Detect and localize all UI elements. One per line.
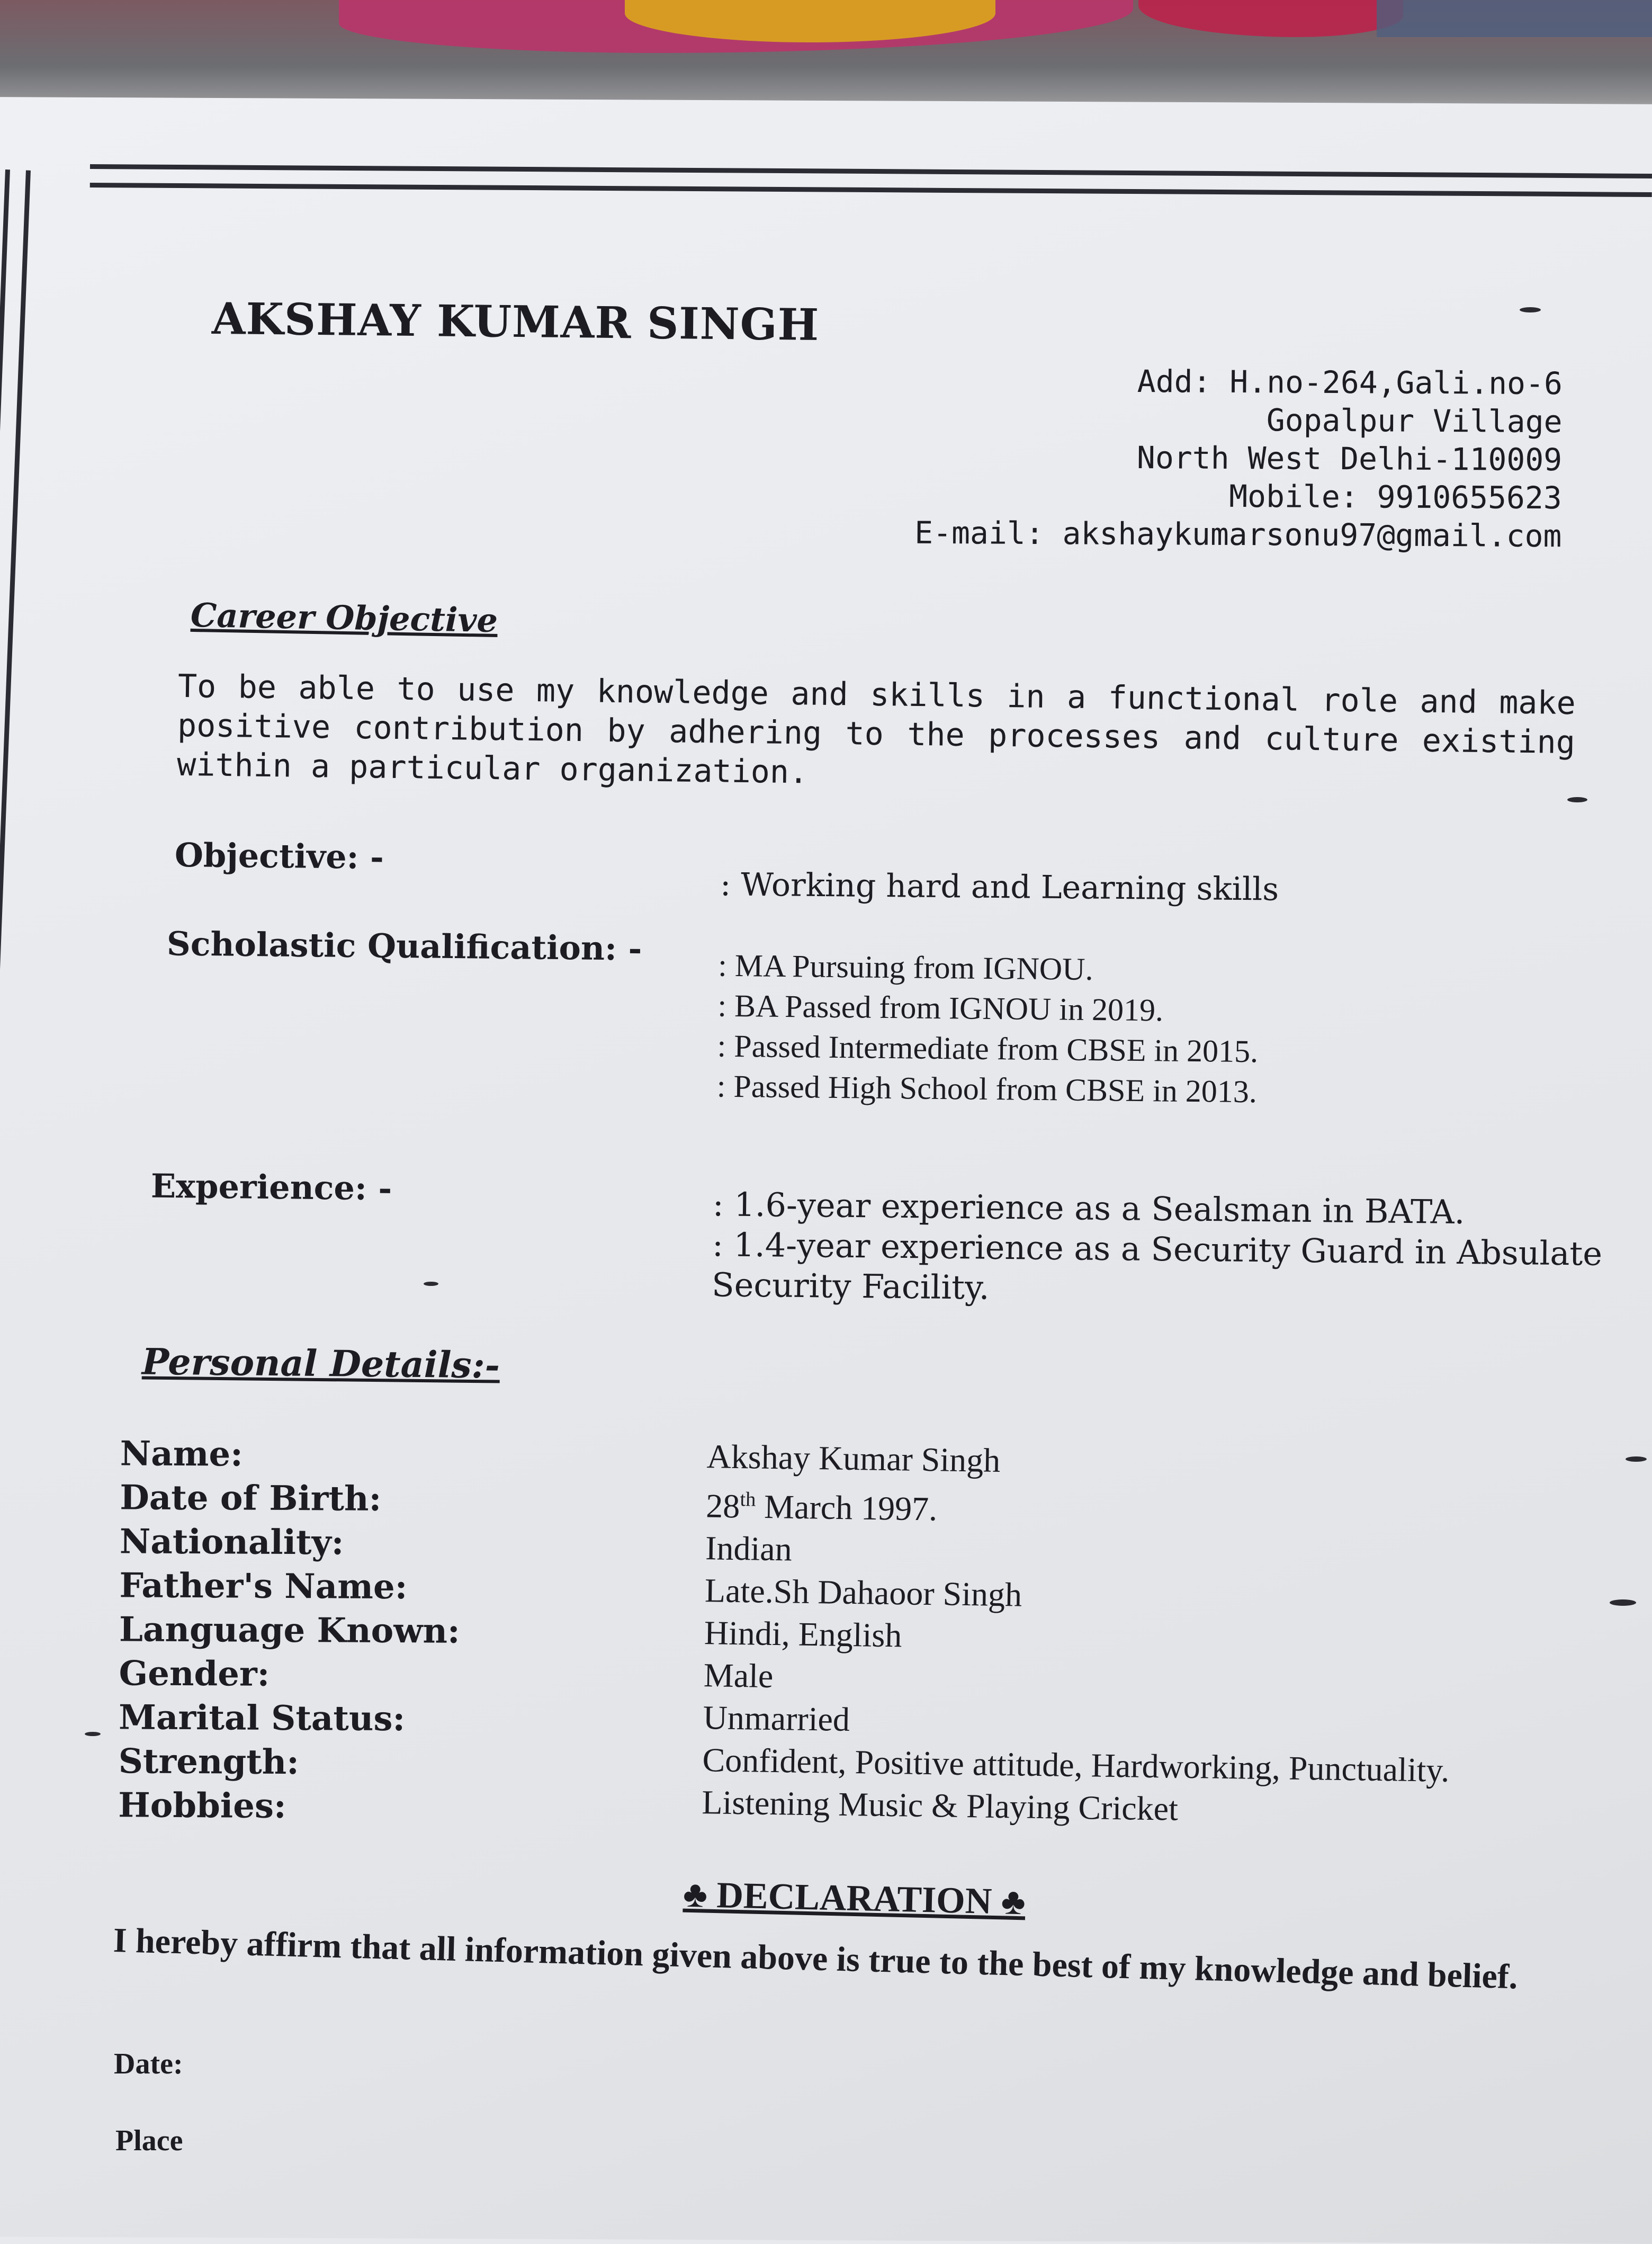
value-languages: Hindi, English [704, 1614, 902, 1655]
value-father: Late.Sh Dahaoor Singh [704, 1571, 1022, 1614]
personal-details-heading: Personal Details:- [141, 1340, 500, 1387]
place-label: Place [115, 2124, 183, 2157]
ink-speck [1610, 1599, 1636, 1606]
ink-speck [85, 1732, 101, 1736]
personal-values [702, 1435, 1454, 1834]
experience-item: : 1.4-year experience as a Security Guard in Absulate [712, 1225, 1603, 1273]
experience-list [712, 1184, 1603, 1315]
value-gender: Male [703, 1656, 774, 1695]
label-marital: Marital Status: [118, 1697, 406, 1739]
dob-rest: March 1997. [755, 1487, 938, 1528]
qualification-item: : MA Pursuing from IGNOU. [717, 947, 1093, 987]
label-strength: Strength: [118, 1741, 300, 1783]
qualification-item: : Passed High School from CBSE in 2013. [716, 1068, 1258, 1110]
label-hobbies: Hobbies: [118, 1785, 286, 1826]
experience-label: Experience: - [150, 1166, 392, 1208]
ink-speck [1626, 1456, 1647, 1462]
address-line: Add: H.no-264,Gali.no-6 [1137, 363, 1563, 402]
value-name: Akshay Kumar Singh [706, 1437, 1001, 1479]
scholastic-label: Scholastic Qualification: - [166, 924, 642, 968]
qualification-item: : Passed Intermediate from CBSE in 2015. [717, 1028, 1259, 1069]
objective-value: : Working hard and Learning skills [720, 866, 1279, 908]
ink-speck [1520, 307, 1541, 312]
label-gender: Gender: [119, 1653, 270, 1694]
contact-block [914, 361, 1563, 555]
ink-speck [1567, 797, 1587, 802]
value-hobbies: Listening Music & Playing Cricket [702, 1783, 1179, 1828]
qualification-item: : BA Passed from IGNOU in 2019. [717, 988, 1164, 1028]
address-line: Gopalpur Village [1266, 402, 1563, 440]
date-label: Date: [114, 2048, 183, 2080]
email-line: E-mail: akshaykumarsonu97@gmail.com [914, 514, 1562, 555]
experience-item: Security Facility. [711, 1265, 990, 1307]
value-nationality: Indian [705, 1529, 793, 1568]
label-father: Father's Name: [119, 1566, 408, 1607]
label-name: Name: [120, 1434, 243, 1474]
mobile-line: Mobile: 9910655623 [1228, 478, 1562, 516]
label-language: Language Known: [119, 1610, 460, 1651]
value-strength: Confident, Positive attitude, Hardworking, Punctuality. [702, 1741, 1450, 1790]
declaration-text: I hereby affirm that all information given above is true to the best of my knowledge and belief. [113, 1920, 1519, 1997]
career-objective-text: To be able to use my knowledge and skills in a functional role and make positive contribution by adhering to the processes and culture existing within a particular organization. [176, 667, 1576, 791]
career-objective-heading: Career Objective [190, 595, 498, 640]
personal-labels [118, 1432, 461, 1829]
address-line: North West Delhi-110009 [1136, 439, 1563, 478]
dob-day: 28 [705, 1487, 740, 1525]
label-dob: Date of Birth: [120, 1478, 382, 1519]
label-nationality: Nationality: [119, 1522, 344, 1563]
scholastic-list [716, 945, 1259, 1112]
candidate-name: AKSHAY KUMAR SINGH [211, 293, 820, 351]
dob-suffix: th [740, 1488, 756, 1511]
ink-speck [424, 1282, 438, 1286]
experience-item: : 1.6-year experience as a Sealsman in BATA. [712, 1185, 1465, 1232]
value-marital: Unmarried [703, 1698, 850, 1739]
objective-label: Objective: - [174, 835, 384, 877]
declaration-heading: ♣ DECLARATION ♣ [683, 1874, 1026, 1923]
